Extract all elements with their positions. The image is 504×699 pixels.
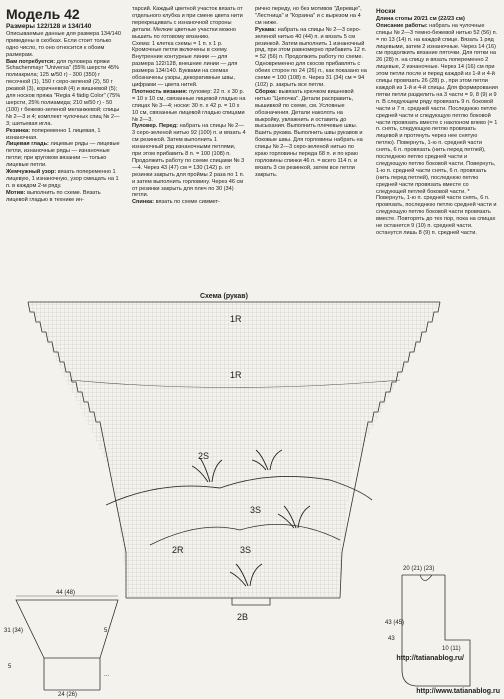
motifs-label: Мотив: xyxy=(6,189,26,196)
zone-label-3s-lower: 3S xyxy=(240,545,252,555)
back-text: вязать по схеме симмет- xyxy=(155,199,220,206)
materials-label: Вам потребуется: xyxy=(6,58,56,65)
intarsia-text: тарсий. Каждый цветной участок вязать от отдельного клубка и при смене цвета нити перекрещивать с изнаночной стороны детали. Мелкие цветные участки можно вышить по готовому вязанию. xyxy=(132,6,243,40)
materials-text: для пуловера пряжи Schachenmayr "Universa" (55% шерсти 45% полиакрила; 125 м/50 г) - 300 (350) г песочной (1), 150 г серо-зеленой (2), 50 г ржавой (3), коричневой (4) и вишневой (5); для носков пряжа "Regia 4 fädig Color" (75% шерсти, 25% полиамида; 210 м/50 г) - 50 (100) г бежево-зеленой меланжевой; спицы № 2—3 и 4; комплект чулочных спиц № 2—3; шитьевая игла. xyxy=(6,58,121,127)
left-fig-left-upper-dim: 31 (34) xyxy=(4,628,24,634)
intro-text: Описываемые данные для размера 134/140 приведены в скобках. Если стоит только одно число, то оно относится к обоим размерам. xyxy=(6,30,122,58)
pearl-label: Жемчужный узор: xyxy=(6,169,57,176)
front-text: набрать на спицы № 2—3 серо-зеленой нитью 92 (100) п. и вязать 4 см резинкой. Затем выполнить 1 изнаночный ряд изнаночными петлями, при этом прибавить 8 п. = 100 (108) п. Продолжить работу по схеме спицами № 3—4. Через 43 (47) см = 130 (142) р. от резинки закрыть для проймы 2 раза по 1 п. и затем выполнить горловину. Через 46 см от резинки закрыть для плеч по 30 (34) петли. xyxy=(132,123,246,199)
density-text: пуловер: 22 п. x 30 р. = 10 x 10 см, связанные лицевой гладью на спицах № 3—4; носки: 30 п. x 42 р. = 10 x 10 см, связанные лицевой гладью спицами № 2—3. xyxy=(132,88,246,123)
back-continued-text: рично переду, но без мотивов "Деревце", "Лестница" и "Корзина" и с вырезом на 4 см ниже. xyxy=(255,6,362,26)
left-fig-bottom-dim: 24 (26) xyxy=(58,692,78,698)
footer-url-1[interactable]: http://tatianablog.ru/ xyxy=(396,655,464,662)
right-fig-right-dim: 43 xyxy=(388,636,395,642)
zone-label-2b: 2B xyxy=(237,612,249,622)
left-fig-right-lower-dim: ... xyxy=(104,672,110,678)
socks-desc-label: Описание работы: xyxy=(376,22,428,29)
schema-title: Схема (рукав) xyxy=(200,293,248,300)
socks-tail-text: останутся лишь 8 (9) п. средней части. xyxy=(376,230,477,236)
stockinette-label: Лицевая гладь: xyxy=(6,141,49,148)
assembly-label: Сборка: xyxy=(255,88,278,95)
footer-url-2[interactable]: http://www.tatianablog.ru xyxy=(416,688,500,695)
left-fig-left-lower-dim: 5 xyxy=(8,664,12,670)
back-label: Спинка: xyxy=(132,199,155,206)
zone-label-2r: 2R xyxy=(172,545,184,555)
density-label: Плотность вязания: xyxy=(132,88,188,95)
sleeves-text: набрать на спицы № 2—3 серо-зеленой нитью 40 (44) п. и вязать 5 см резинкой. Затем выполнить 1 изнаночный ряд, при этом равномерно прибавить 12 п. = 52 (56) п. Продолжить работу по схеме. Одновременно для скосов прибавлять с обеих сторон по 24 (26) п., как показано на схеме = 100 (108) п. Через 31 (34) см = 94 (102) р. закрыть все петли. xyxy=(255,26,367,88)
zone-label-2s: 2S xyxy=(198,451,210,461)
model-title: Модель 42 xyxy=(6,6,80,22)
right-fig-bottom-dim: 10 (11) xyxy=(442,646,461,652)
scheme-note-text: Схема: 1 клетка схемы = 1 п. x 1 р. Кромочные петли включены в схему. Внутренние контурные линии — для размера 122/128, внешние линии — для размера 134/140. Буквами на схемах обозначены узоры, декоративные швы, цифрами — цвета нитей. xyxy=(132,40,238,88)
foot-length: Длина стопы 20/21 см (22/23 см) xyxy=(376,15,465,22)
assembly-text: вывязать крючком вишневой нитью "Цепочка". Детали расправить, вышивкой по схеме, см. Условные обозначения. Детали наколоть на выкройку, увлажнить и оставить до высыхания. Выполнить плечевые швы. Вшить рукава. Выполнить швы рукавов и боковые швы. Для горловины набрать на спицы № 2—3 серо-зеленой нитью по краю горловины переда 68 п. и по краю горловины спинки 46 п. = всего 114 п. и вязать 3 см резинкой, затем все петли закрыть. xyxy=(255,88,363,178)
stockinette-text: лицевые ряды — лицевые петли, изнаночные ряды — изнаночные петли; при круговом вязании — только лицевые петли. xyxy=(6,141,120,169)
socks-desc-text: набрать на чулочные спицы № 2—3 темно-бежевой нитью 52 (56) п. = по 13 (14) п. на каждой спице. Вязать 1 ряд лицевыми, затем 2 изнаночные. Через 14 (16) см продолжить вязание пяточки. Для пятки на 26 (28) п. на спицу и вязать попеременно 2 лицевые, 2 изнаночные. Через 14 (16) см при этом петли после и перед каждой из 1-й и 4-й спицы провязать 26 (28) р., при этом петли каждой из 1-й и 4-й спицы. Для формирования пятки петли разделить на 3 части = 9, 8 (9) и 9 п. В следующем ряду провязать 9 п. боковой части и 7 п. средней части. Последнюю петлю средней части и следующую петлю боковой части провязать вместе с наклоном влево (= 1 п. снять, следующую петлю провязать лицевой и протянуть через нее снятую петлю). Повернуть, 1-ю п. средней части снять, 6 п. провязать (нить перед петлей), последнюю петлю средней части и следующую петлю боковой части. Повернуть, 1-ю п. средней части снять, 6 п. провязать (нить перед петлей), последнюю петлю средней части провязать вместе со следующей петлей боковой части. * Повернуть, 1-ю п. средней части снять, 6 п. провязать, последнюю петлю средней части и следующую петлю боковой части провязать вместе. Повторять до тех пор, пока на спицах не останется 9 (10) п. средней части. xyxy=(376,22,498,230)
sizes-heading: Размеры 122/128 и 134/140 xyxy=(6,23,92,30)
motifs-text: выполнить по схеме. Вязать лицевой гладью в технике ин- xyxy=(6,189,101,203)
right-fig-top-dim: 20 (21) (23) xyxy=(403,566,435,572)
front-label: Пуловер. Перед: xyxy=(132,123,179,130)
sleeves-label: Рукава: xyxy=(255,26,277,33)
socks-title: Носки xyxy=(376,8,396,15)
pearl-text: вязать попеременно 1 лицевую, 1 изнаночную, узор смещать на 1 п. в каждом 2-м ряду. xyxy=(6,169,119,189)
right-fig-left-dim: 43 (45) xyxy=(385,620,405,626)
left-fig-top-dim: 44 (48) xyxy=(56,590,76,596)
zone-label-1r-mid: 1R xyxy=(230,370,242,380)
elastic-label: Резинка: xyxy=(6,127,31,134)
zone-label-3s-upper: 3S xyxy=(250,505,262,515)
left-fig-right-upper-dim: 5 xyxy=(104,628,108,634)
elastic-text: попеременно 1 лицевая, 1 изнаночная. xyxy=(6,127,101,141)
zone-label-1r-top: 1R xyxy=(230,314,242,324)
